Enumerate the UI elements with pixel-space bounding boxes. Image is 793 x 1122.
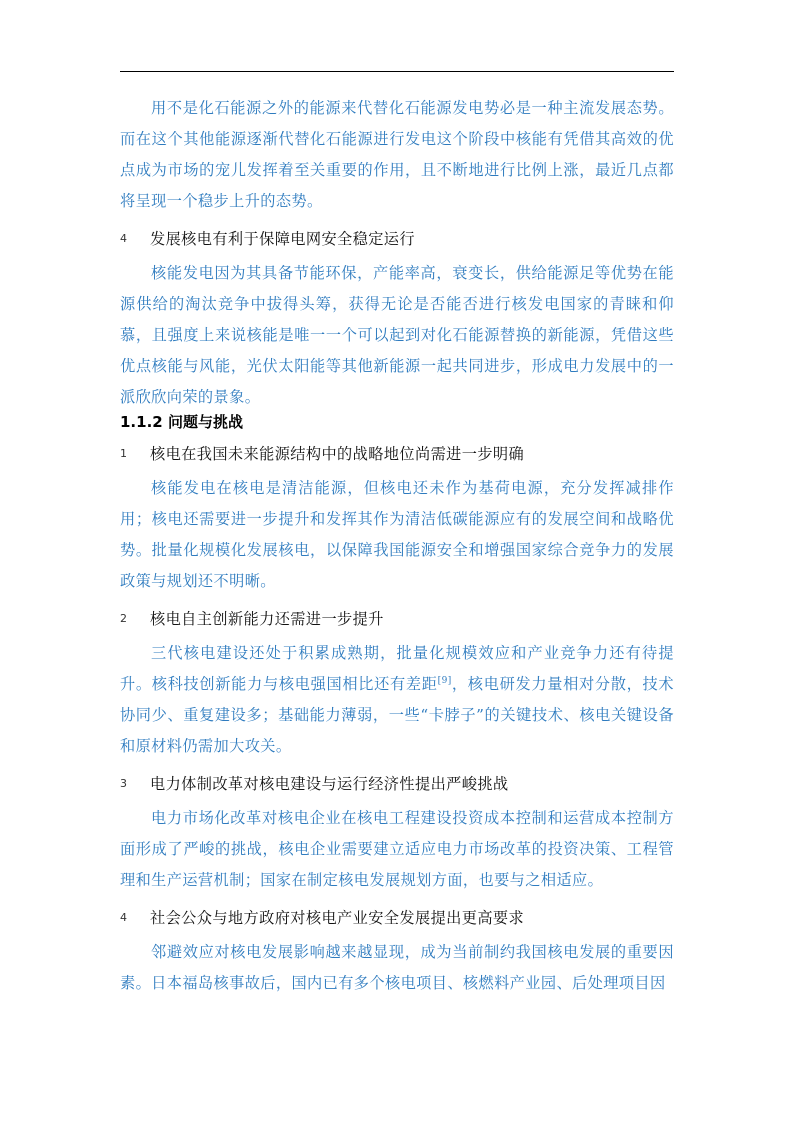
section-title: 问题与挑战 xyxy=(167,413,243,431)
paragraph: 用不是化石能源之外的能源来代替化石能源发电势必是一种主流发展态势。而在这个其他能源逐渐代替化石能源进行发电这个阶段中核能有凭借其高效的优点成为市场的宠儿发挥着至关重要的作用，且不断地进行比例上涨，最近几点都将呈现一个稳步上升的态势。 xyxy=(120,99,674,210)
document-body xyxy=(120,93,674,999)
paragraph-text: ，核电研发力量相对分散，技术协同少、重复建设多；基础能力薄弱，一些“卡脖子”的关键技术、核电关键设备和原材料仍需加大攻关。 xyxy=(120,675,674,755)
item-heading: 社会公众与地方政府对核电产业安全发展提出更高要求 xyxy=(150,909,525,927)
paragraph: 核能发电因为其具备节能环保，产能率高，衰变长，供给能源足等优势在能源供给的淘汰竞争中拔得头筹，获得无论是否能否进行核发电国家的青睐和仰慕，且强度上来说核能是唯一一个可以起到对化石能源替换的新能源，凭借这些优点核能与风能，光伏太阳能等其他新能源一起共同进步，形成电力发展中的一派欣欣向荣的景象。 xyxy=(120,264,674,406)
paragraph: 核能发电在核电是清洁能源，但核电还未作为基荷电源，充分发挥减排作用；核电还需要进一步提升和发挥其作为清洁低碳能源应有的发展空间和战略优势。批量化规模化发展核电，以保障我国能源安全和增强国家综合竞争力的发展政策与规划还不明晰。 xyxy=(120,479,674,590)
paragraph xyxy=(120,638,674,762)
item-number: 4 xyxy=(120,232,128,245)
header-rule xyxy=(120,71,674,72)
item-number: 1 xyxy=(120,447,128,460)
item-number: 2 xyxy=(120,612,128,625)
item-number: 4 xyxy=(120,911,128,924)
citation: [9] xyxy=(437,675,452,686)
paragraph: 电力市场化改革对核电企业在核电工程建设投资成本控制和运营成本控制方面形成了严峻的挑战，核电企业需要建立适应电力市场改革的投资决策、工程管理和生产运营机制；国家在制定核电发展规划方面，也要与之相适应。 xyxy=(120,809,674,889)
section-heading xyxy=(120,409,674,436)
paragraph-text: 三代核电建设还处于积累成熟期，批量化规模效应和产业竞争力还有待提升。核科技创新能力与核电强国相比还有差距 xyxy=(120,644,674,693)
item-heading: 核电在我国未来能源结构中的战略地位尚需进一步明确 xyxy=(150,445,525,463)
paragraph: 邻避效应对核电发展影响越来越显现，成为当前制约我国核电发展的重要因素。日本福岛核事故后，国内已有多个核电项目、核燃料产业园、后处理项目因 xyxy=(120,943,674,992)
item-number: 3 xyxy=(120,777,128,790)
list-item xyxy=(120,603,674,634)
list-item xyxy=(120,902,674,933)
item-heading: 电力体制改革对核电建设与运行经济性提出严峻挑战 xyxy=(150,775,509,793)
item-heading: 发展核电有利于保障电网安全稳定运行 xyxy=(150,230,415,248)
section-number: 1.1.2 xyxy=(120,413,163,431)
list-item xyxy=(120,438,674,469)
list-item xyxy=(120,223,674,254)
list-item xyxy=(120,768,674,799)
item-heading: 核电自主创新能力还需进一步提升 xyxy=(150,610,384,628)
